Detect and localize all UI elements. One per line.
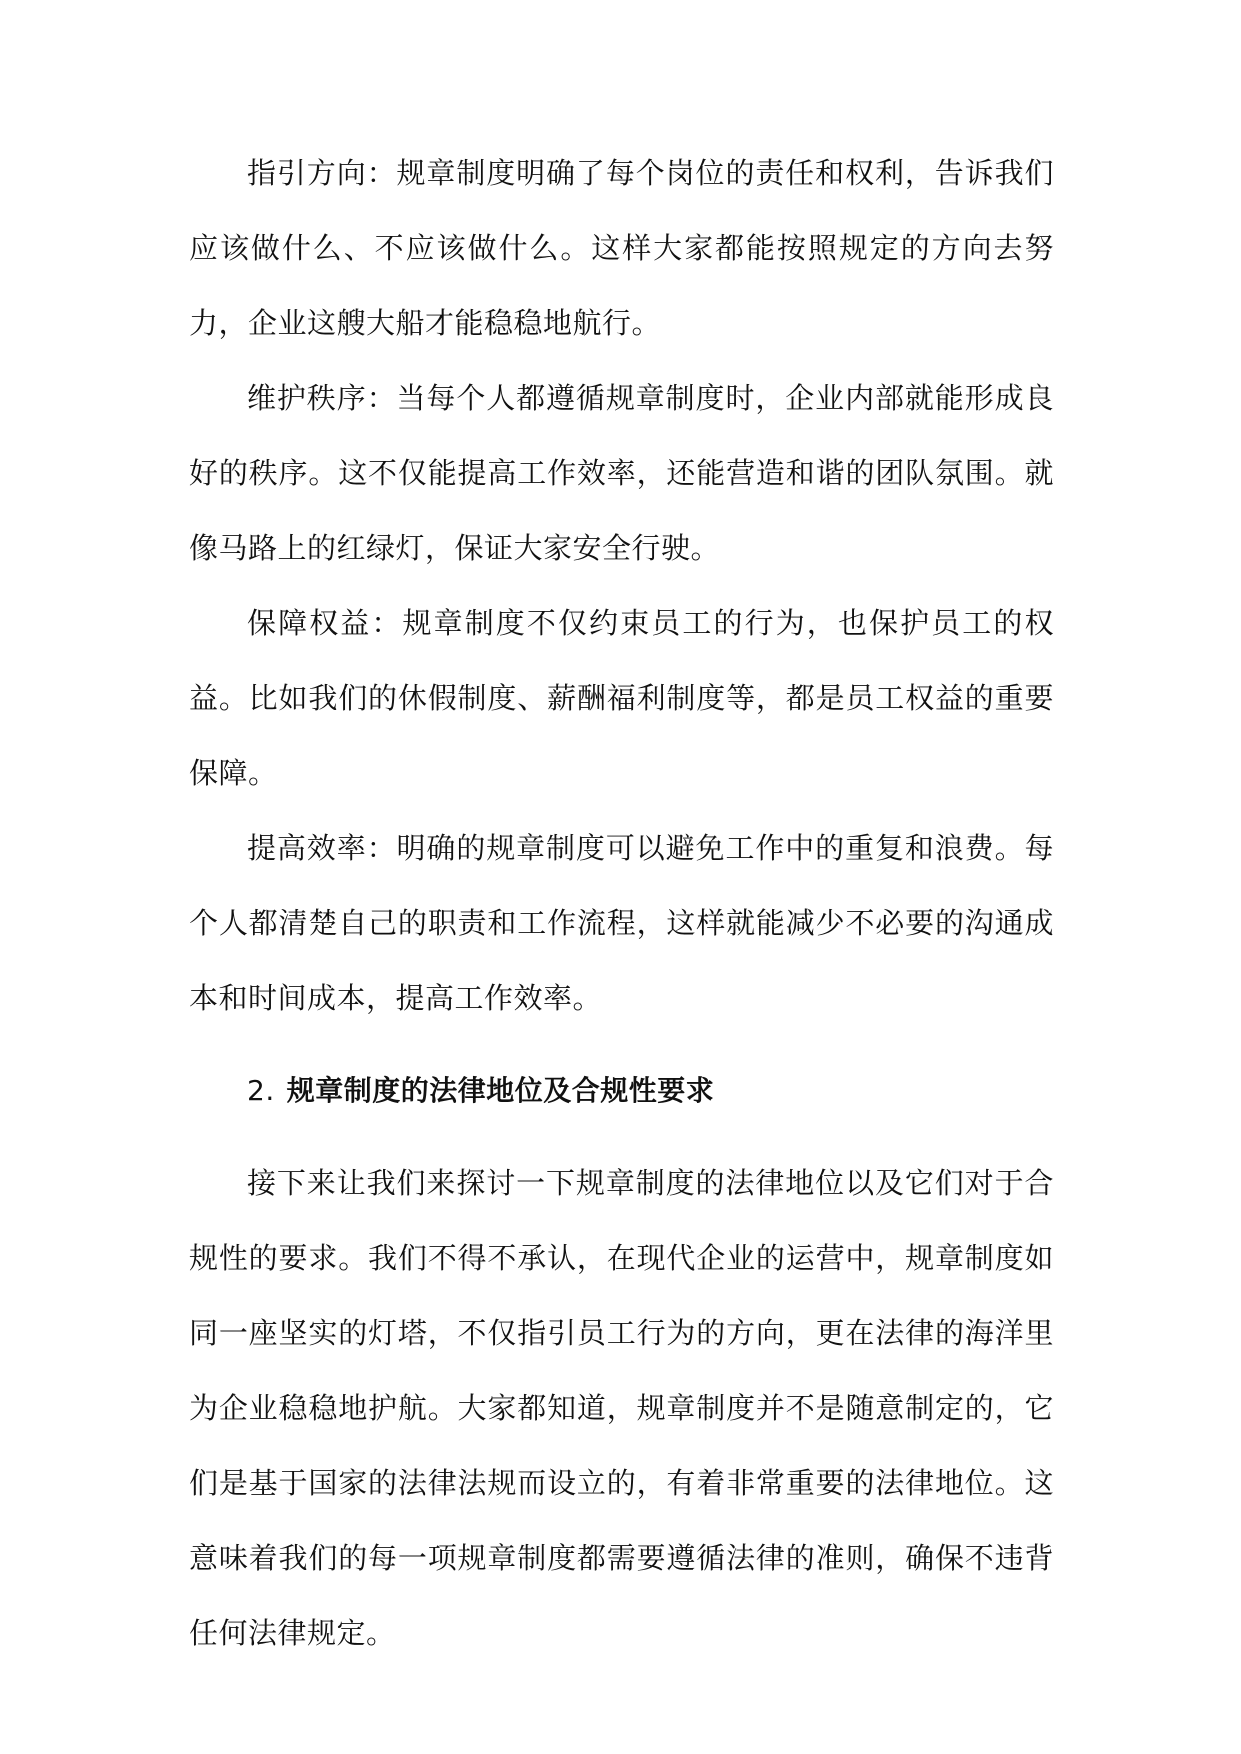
paragraph-rights: 保障权益：规章制度不仅约束员工的行为，也保护员工的权益。比如我们的休假制度、薪酬福利制度等，都是员工权益的重要保障。 <box>189 606 1054 790</box>
paragraph-guidance: 指引方向：规章制度明确了每个岗位的责任和权利，告诉我们应该做什么、不应该做什么。这样大家都能按照规定的方向去努力，企业这艘大船才能稳稳地航行。 <box>189 156 1054 340</box>
section-title: 规章制度的法律地位及合规性要求 <box>286 1074 715 1107</box>
paragraph-order: 维护秩序：当每个人都遵循规章制度时，企业内部就能形成良好的秩序。这不仅能提高工作效率，还能营造和谐的团队氛围。就像马路上的红绿灯，保证大家安全行驶。 <box>189 381 1054 565</box>
paragraph-efficiency: 提高效率：明确的规章制度可以避免工作中的重复和浪费。每个人都清楚自己的职责和工作流程，这样就能减少不必要的沟通成本和时间成本，提高工作效率。 <box>189 831 1054 1015</box>
paragraph-legal-status: 接下来让我们来探讨一下规章制度的法律地位以及它们对于合规性的要求。我们不得不承认，在现代企业的运营中，规章制度如同一座坚实的灯塔，不仅指引员工行为的方向，更在法律的海洋里为企业稳稳地护航。大家都知道，规章制度并不是随意制定的，它们是基于国家的法律法规而设立的，有着非常重要的法律地位。这意味着我们的每一项规章制度都需要遵循法律的准则，确保不违背任何法律规定。 <box>189 1166 1054 1650</box>
section-heading <box>189 1070 1054 1112</box>
document-body <box>189 136 1054 1671</box>
section-number: 2. <box>247 1074 275 1107</box>
